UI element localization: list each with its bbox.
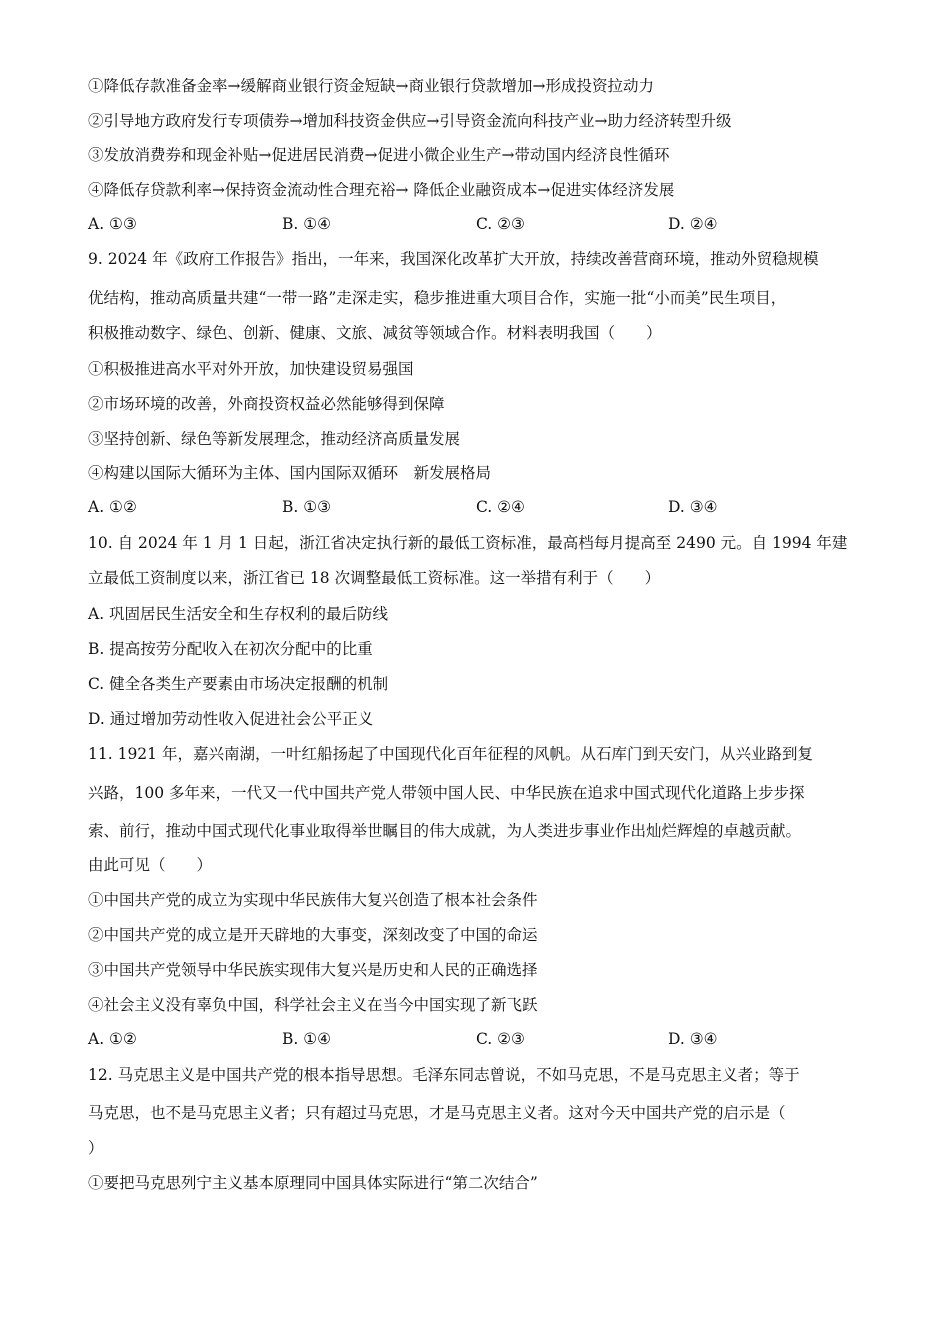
q11-item-4: ④社会主义没有辜负中国，科学社会主义在当今中国实现了新飞跃 xyxy=(88,996,538,1014)
q9-item-1: ①积极推进高水平对外开放，加快建设贸易强国 xyxy=(88,360,414,378)
q12-stem-line-1: 12. 马克思主义是中国共产党的根本指导思想。毛泽东同志曾说，不如马克思，不是马克思主义者；等于 xyxy=(88,1066,800,1084)
q9-option-d: D. ③④ xyxy=(668,498,718,516)
q9-item-3: ③坚持创新、绿色等新发展理念，推动经济高质量发展 xyxy=(88,430,461,448)
q9-stem-line-2: 优结构，推动高质量共建“一带一路”走深走实，稳步推进重大项目合作，实施一批“小而美”民生项目， xyxy=(88,289,787,307)
q10-option-a: A. 巩固居民生活安全和生存权利的最后防线 xyxy=(88,605,389,623)
q11-stem-line-1: 11. 1921 年，嘉兴南湖，一叶红船扬起了中国现代化百年征程的风帆。从石库门到天安门，从兴业路到复 xyxy=(88,745,813,763)
q10-option-b: B. 提高按劳分配收入在初次分配中的比重 xyxy=(88,640,373,658)
q12-stem-line-3: ） xyxy=(88,1139,104,1157)
q9-option-c: C. ②④ xyxy=(476,498,525,516)
q9-stem-line-1: 9. 2024 年《政府工作报告》指出，一年来，我国深化改革扩大开放，持续改善营商环境，推动外贸稳规模 xyxy=(88,250,819,268)
q9-stem-line-3: 积极推动数字、绿色、创新、健康、文旅、减贫等领域合作。材料表明我国（ ） xyxy=(88,324,662,342)
q11-option-a: A. ①② xyxy=(88,1030,137,1048)
q11-item-1: ①中国共产党的成立为实现中华民族伟大复兴创造了根本社会条件 xyxy=(88,891,538,909)
q10-stem-line-1: 10. 自 2024 年 1 月 1 日起，浙江省决定执行新的最低工资标准，最高档每月提高至 2490 元。自 1994 年建 xyxy=(88,534,848,552)
q8-item-3: ③发放消费券和现金补贴→促进居民消费→促进小微企业生产→带动国内经济良性循环 xyxy=(88,146,670,164)
q8-option-a: A. ①③ xyxy=(88,215,137,233)
q8-item-4: ④降低存贷款利率→保持资金流动性合理充裕→ 降低企业融资成本→促进实体经济发展 xyxy=(88,181,675,199)
q9-item-4: ④构建以国际大循环为主体、国内国际双循环 新发展格局 xyxy=(88,464,492,482)
q9-option-a: A. ①② xyxy=(88,498,137,516)
q9-option-b: B. ①③ xyxy=(282,498,332,516)
q8-item-2: ②引导地方政府发行专项债券→增加科技资金供应→引导资金流向科技产业→助力经济转型升级 xyxy=(88,112,732,130)
q10-stem-line-2: 立最低工资制度以来，浙江省已 18 次调整最低工资标准。这一举措有利于（ ） xyxy=(88,569,661,587)
q11-option-d: D. ③④ xyxy=(668,1030,718,1048)
q8-option-d: D. ②④ xyxy=(668,215,718,233)
q11-item-3: ③中国共产党领导中华民族实现伟大复兴是历史和人民的正确选择 xyxy=(88,961,538,979)
q11-stem-line-2: 兴路，100 多年来，一代又一代中国共产党人带领中国人民、中华民族在追求中国式现代化道路上步步探 xyxy=(88,784,805,802)
q11-stem-line-3: 索、前行，推动中国式现代化事业取得举世瞩目的伟大成就，为人类进步事业作出灿烂辉煌的卓越贡献。 xyxy=(88,822,802,840)
q11-option-b: B. ①④ xyxy=(282,1030,332,1048)
q10-option-c: C. 健全各类生产要素由市场决定报酬的机制 xyxy=(88,675,389,693)
q9-item-2: ②市场环境的改善，外商投资权益必然能够得到保障 xyxy=(88,395,445,413)
q8-option-b: B. ①④ xyxy=(282,215,332,233)
q12-item-1: ①要把马克思列宁主义基本原理同中国具体实际进行“第二次结合” xyxy=(88,1174,538,1192)
q10-option-d: D. 通过增加劳动性收入促进社会公平正义 xyxy=(88,710,374,728)
q12-stem-line-2: 马克思，也不是马克思主义者；只有超过马克思，才是马克思主义者。这对今天中国共产党的启示是（ xyxy=(88,1104,786,1122)
q8-option-c: C. ②③ xyxy=(476,215,525,233)
q11-stem-line-4: 由此可见（ ） xyxy=(88,856,213,874)
q8-item-1: ①降低存款准备金率→缓解商业银行资金短缺→商业银行贷款增加→形成投资拉动力 xyxy=(88,77,654,95)
q11-option-c: C. ②③ xyxy=(476,1030,525,1048)
q11-item-2: ②中国共产党的成立是开天辟地的大事变，深刻改变了中国的命运 xyxy=(88,926,538,944)
